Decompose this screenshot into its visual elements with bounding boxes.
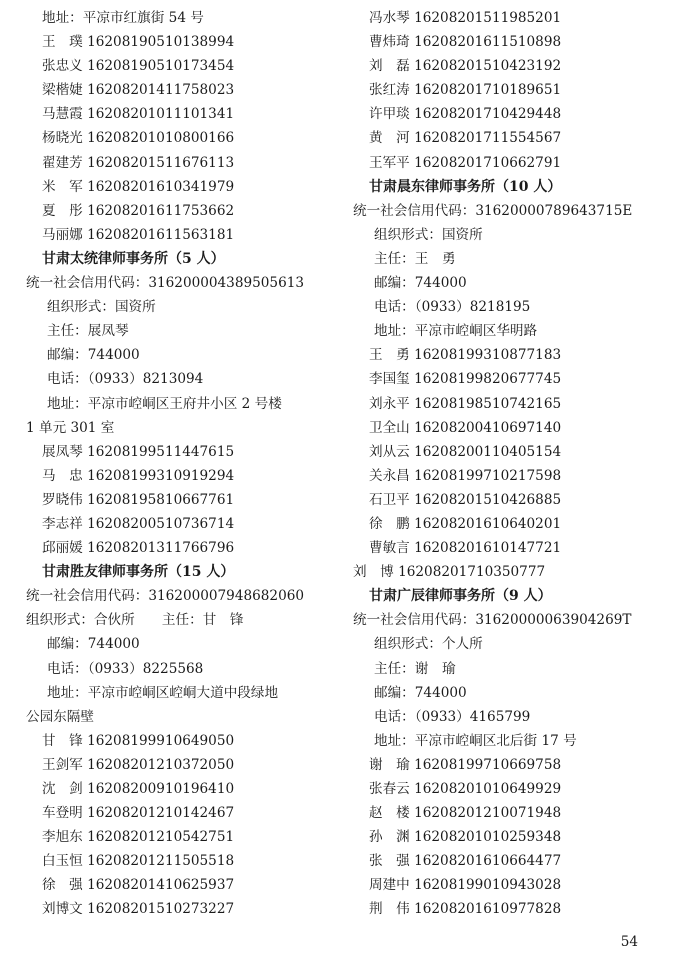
text-line: 杨晓光 16208201010800166 — [42, 130, 235, 147]
text-line: 王 璞 16208190510138994 — [42, 34, 235, 51]
text-line: 王 勇 16208199310877183 — [369, 347, 562, 364]
text-line: 李国玺 16208199820677745 — [369, 371, 562, 388]
text-line: 关永昌 16208199710217598 — [369, 467, 562, 484]
text-line: 车登明 16208201210142467 — [42, 805, 235, 822]
text-line: 组织形式：个人所 — [374, 636, 483, 653]
text-line: 周建中 16208199010943028 — [369, 877, 562, 894]
text-line: 刘永平 16208198510742165 — [369, 395, 562, 412]
text-line: 白玉恒 16208201211505518 — [42, 853, 235, 870]
text-line: 电话：（0933）8218195 — [374, 299, 531, 316]
text-line: 张红涛 16208201710189651 — [369, 82, 562, 99]
page-number: 54 — [620, 934, 638, 950]
text-line: 罗晓伟 16208195810667761 — [42, 491, 235, 508]
text-line: 王军平 16208201710662791 — [369, 154, 562, 171]
text-line: 展凤琴 16208199511447615 — [42, 443, 235, 460]
text-line: 李旭东 16208201210542751 — [42, 829, 235, 846]
text-line: 邮编：744000 — [47, 636, 140, 653]
text-line: 地址：平凉市崆峒区华明路 — [374, 323, 538, 340]
firm-heading: 甘肃太统律师事务所（5 人） — [42, 250, 225, 267]
text-line: 地址：平凉市崆峒区崆峒大道中段绿地 — [47, 684, 279, 701]
text-line: 李志祥 16208200510736714 — [42, 515, 235, 532]
firm-heading: 甘肃广辰律师事务所（9 人） — [369, 588, 552, 605]
text-line: 谢 瑜 16208199710669758 — [369, 756, 562, 773]
text-line: 电话：（0933）8213094 — [47, 371, 204, 388]
text-line: 组织形式：合伙所 主任：甘 锋 — [26, 612, 244, 629]
text-line: 马慧霞 16208201011101341 — [42, 106, 235, 123]
text-line: 孙 渊 16208201010259348 — [369, 829, 562, 846]
text-line: 曹炜琦 16208201611510898 — [369, 34, 562, 51]
text-line: 石卫平 16208201510426885 — [369, 491, 562, 508]
firm-heading: 甘肃胜友律师事务所（15 人） — [42, 564, 235, 581]
firm-heading: 甘肃晨东律师事务所（10 人） — [369, 178, 562, 195]
text-line: 邮编：744000 — [374, 275, 467, 292]
text-line: 刘博文 16208201510273227 — [42, 901, 235, 918]
text-line: 主任：谢 瑜 — [374, 660, 456, 677]
text-line: 王剑军 16208201210372050 — [42, 756, 235, 773]
text-line: 曹敏言 16208201610147721 — [369, 540, 562, 557]
text-line: 电话：（0933）8225568 — [47, 660, 204, 677]
text-line: 沈 剑 16208200910196410 — [42, 781, 235, 797]
text-line: 刘 磊 16208201510423192 — [369, 58, 562, 75]
text-line: 邮编：744000 — [47, 347, 140, 364]
text-line: 统一社会信用代码：31620000789643715E — [353, 202, 633, 219]
text-line: 徐 强 16208201410625937 — [42, 877, 235, 894]
text-line: 统一社会信用代码：31620000063904269T — [353, 612, 632, 629]
text-line: 电话：（0933）4165799 — [374, 708, 531, 725]
text-line: 甘 锋 16208199910649050 — [42, 732, 235, 749]
text-line: 主任：王 勇 — [374, 250, 456, 267]
text-line: 刘从云 16208200110405154 — [369, 443, 562, 460]
text-line: 地址：平凉市崆峒区王府井小区 2 号楼 — [47, 395, 282, 412]
text-line: 邮编：744000 — [374, 684, 467, 701]
text-line: 刘 博 16208201710350777 — [353, 564, 546, 581]
text-line: 统一社会信用代码：316200007948682060 — [26, 588, 305, 605]
text-line: 张 强 16208201610664477 — [369, 853, 562, 870]
text-line: 冯水琴 16208201511985201 — [369, 10, 562, 26]
text-line: 张春云 16208201010649929 — [369, 781, 562, 797]
text-line: 许甲琰 16208201710429448 — [369, 106, 562, 123]
text-line: 赵 楼 16208201210071948 — [369, 805, 562, 822]
text-line: 黄 河 16208201711554567 — [369, 130, 562, 147]
text-line: 1 单元 301 室 — [26, 419, 115, 436]
text-line: 邱丽媛 16208201311766796 — [42, 540, 235, 557]
text-line: 荆 伟 16208201610977828 — [369, 901, 562, 918]
text-line: 翟建芳 16208201511676113 — [42, 154, 235, 171]
text-line: 地址：平凉市崆峒区北后街 17 号 — [374, 732, 577, 749]
text-line: 公园东隔壁 — [26, 708, 94, 725]
text-line: 梁楷婕 16208201411758023 — [42, 82, 235, 99]
text-line: 张忠义 16208190510173454 — [42, 58, 235, 75]
text-line: 组织形式：国资所 — [47, 299, 156, 316]
text-line: 组织形式：国资所 — [374, 226, 483, 243]
text-line: 马丽娜 16208201611563181 — [42, 226, 235, 243]
right-column — [353, 6, 669, 922]
text-line: 徐 鹏 16208201610640201 — [369, 515, 562, 532]
text-line: 主任：展凤琴 — [47, 323, 129, 340]
text-line: 米 军 16208201610341979 — [42, 178, 235, 195]
text-line: 夏 彤 16208201611753662 — [42, 202, 235, 219]
text-line: 卫全山 16208200410697140 — [369, 419, 562, 436]
left-column — [26, 6, 342, 922]
text-line: 马 忠 16208199310919294 — [42, 467, 235, 484]
text-line: 地址：平凉市红旗街 54 号 — [42, 10, 204, 26]
text-line: 统一社会信用代码：316200004389505613 — [26, 275, 305, 292]
